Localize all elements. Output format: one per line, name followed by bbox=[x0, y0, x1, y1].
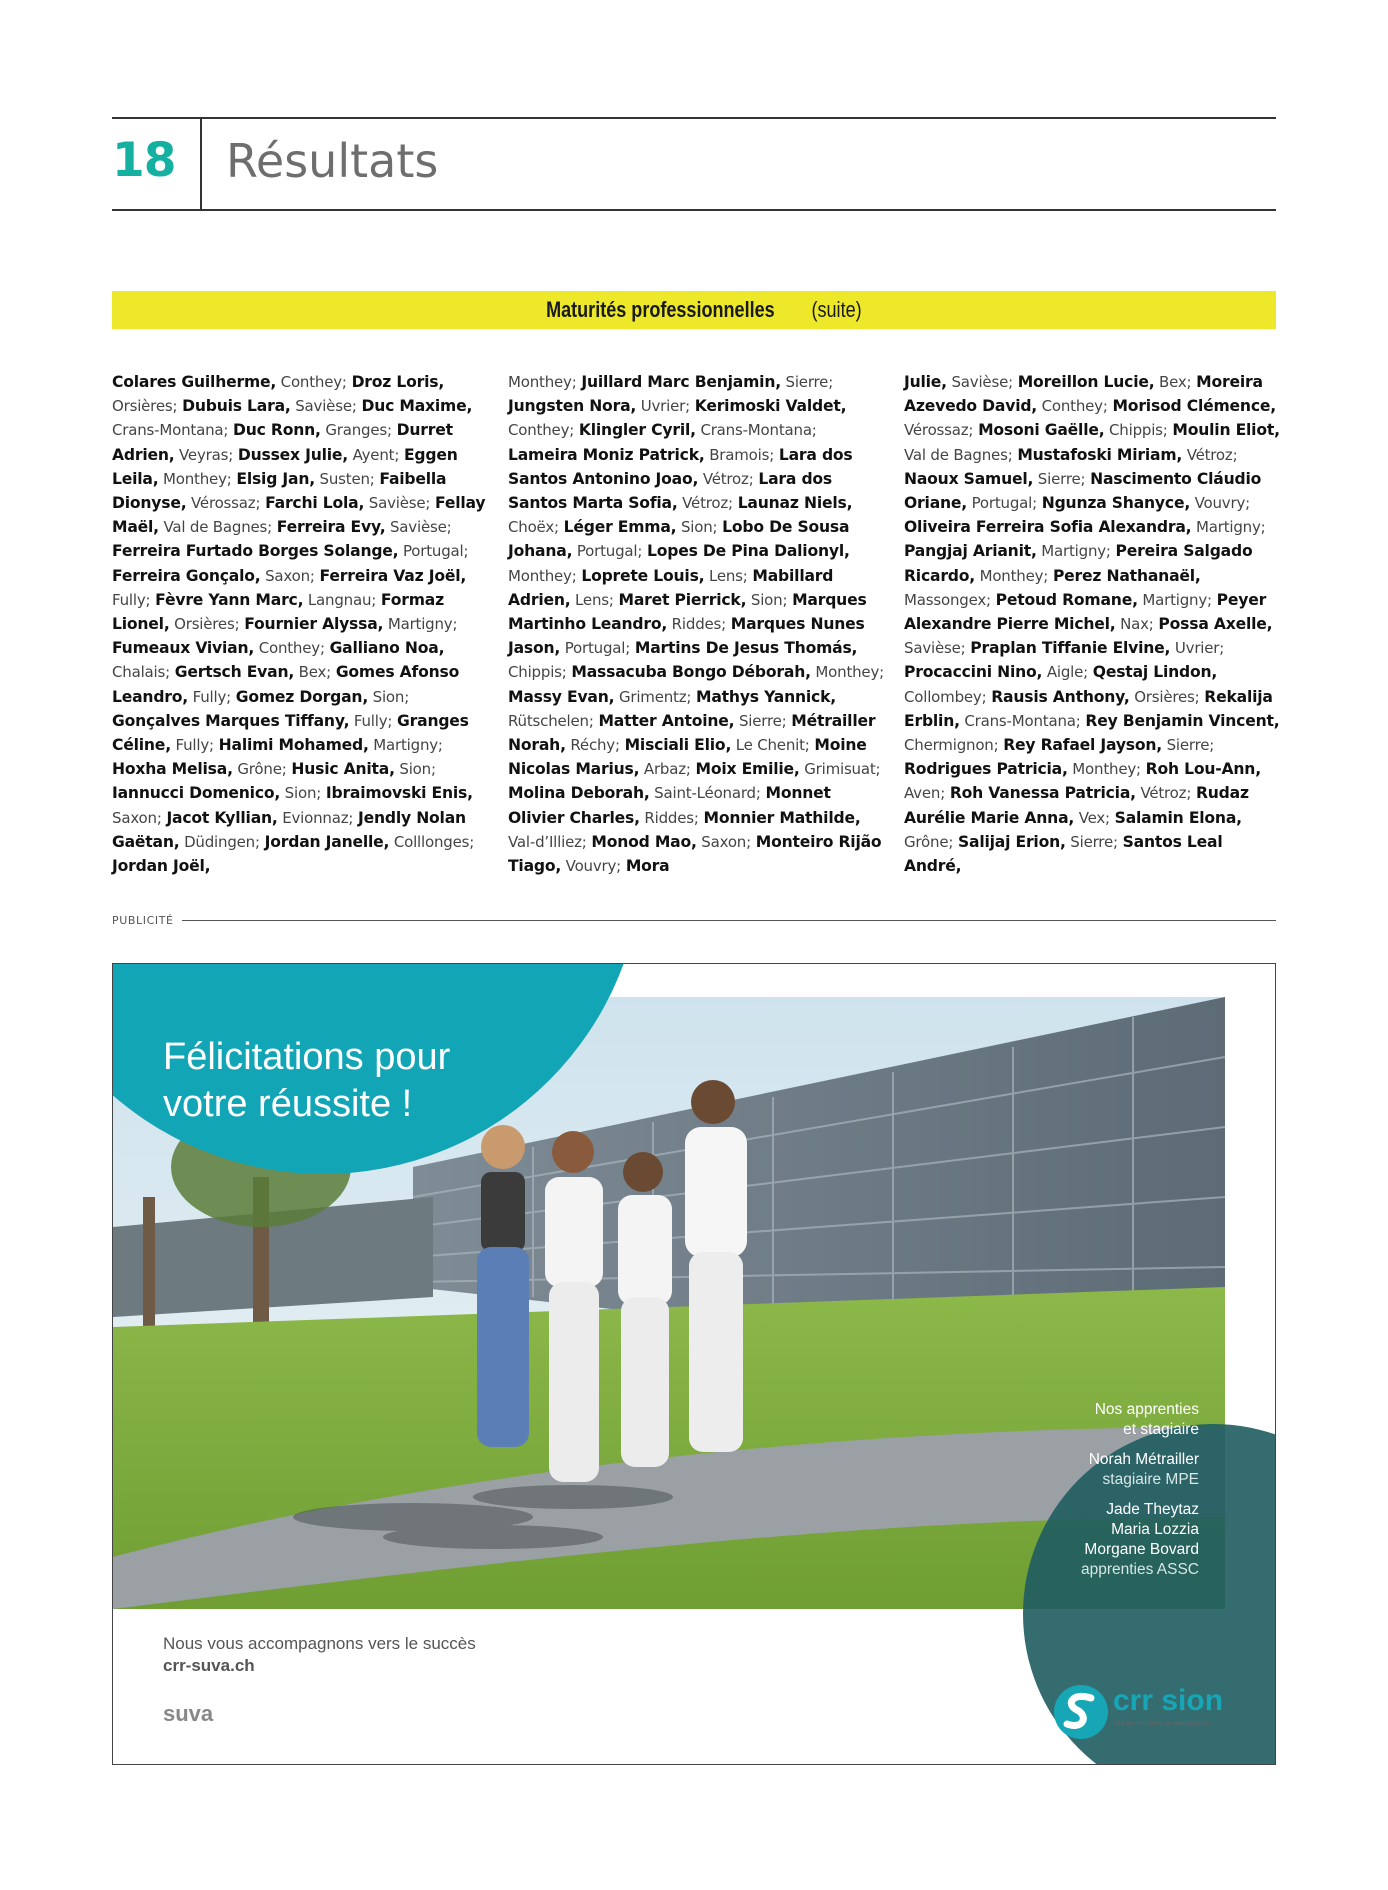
student-name: Jordan Joël, bbox=[112, 857, 211, 876]
student-name: Rekalija Erblin, bbox=[904, 687, 1273, 730]
student-name: Marques Martinho Leandro, bbox=[508, 590, 867, 634]
result-entry bbox=[112, 373, 347, 391]
student-locality: Chippis; bbox=[508, 663, 567, 682]
student-locality: Chalais; bbox=[112, 663, 170, 682]
panel-name-3: Maria Lozzia bbox=[1111, 1521, 1199, 1538]
result-entry bbox=[970, 639, 1224, 657]
student-locality: Martigny; bbox=[383, 615, 458, 634]
student-name: Salijaj Erion, bbox=[958, 832, 1066, 851]
student-name: Fournier Alyssa, bbox=[244, 615, 384, 634]
result-entry bbox=[182, 397, 357, 415]
student-locality: Grône; bbox=[904, 832, 954, 851]
student-locality: Saint-Léonard; bbox=[649, 784, 761, 803]
student-locality: Nax; bbox=[1115, 615, 1154, 634]
student-name: Launaz Niels, bbox=[737, 494, 853, 513]
student-locality: Uvrier; bbox=[1170, 639, 1225, 658]
student-locality: Martigny; bbox=[1137, 590, 1212, 609]
student-name: Ferreira Gonçalo, bbox=[112, 566, 261, 585]
student-locality: Val de Bagnes; bbox=[904, 445, 1013, 464]
panel-name-4: Morgane Bovard bbox=[1084, 1541, 1199, 1558]
panel-name-1: Norah Métrailler bbox=[1088, 1451, 1199, 1468]
student-name: Métrailler Norah, bbox=[508, 711, 876, 755]
result-entry bbox=[112, 784, 321, 802]
student-locality: Monthey; bbox=[508, 373, 577, 391]
student-name: Rodrigues Patricia, bbox=[904, 760, 1068, 779]
student-name: Maret Pierrick, bbox=[618, 590, 747, 609]
result-entry bbox=[244, 615, 457, 633]
student-locality: Choëx; bbox=[508, 518, 559, 537]
student-name: Massy Evan, bbox=[508, 687, 615, 706]
student-locality: Sion; bbox=[368, 687, 410, 706]
student-locality: Arbaz; bbox=[639, 760, 691, 779]
student-name: Praplan Tiffanie Elvine, bbox=[970, 639, 1171, 658]
result-entry bbox=[904, 470, 1085, 488]
result-entry bbox=[112, 857, 210, 875]
student-locality: Uvrier; bbox=[636, 397, 690, 416]
result-entry bbox=[579, 421, 817, 439]
student-locality: Orsières; bbox=[112, 397, 178, 416]
result-entry bbox=[996, 591, 1212, 609]
result-entry bbox=[1042, 494, 1250, 512]
student-name: Jordan Janelle, bbox=[264, 832, 390, 851]
panel-role-2: apprenties ASSC bbox=[1080, 1561, 1199, 1578]
student-locality: Langnau; bbox=[303, 590, 377, 609]
student-name: Moulin Eliot, bbox=[1172, 421, 1280, 440]
result-entry bbox=[219, 736, 443, 754]
student-locality: Vouvry; bbox=[561, 857, 622, 876]
header-rule-top bbox=[112, 117, 1276, 119]
ad-tagline: Nous vous accompagnons vers le succès bbox=[163, 1634, 476, 1653]
student-locality: Le Chenit; bbox=[731, 736, 810, 755]
result-entry bbox=[508, 784, 761, 802]
student-name: Matter Antoine, bbox=[598, 711, 735, 730]
student-locality: Colllonges; bbox=[389, 832, 475, 851]
student-locality: Savièse; bbox=[904, 639, 966, 658]
panel-heading-1: Nos apprenties bbox=[1094, 1401, 1199, 1418]
student-name: Pereira Salgado Ricardo, bbox=[904, 542, 1253, 585]
result-entry bbox=[598, 712, 786, 730]
result-entry bbox=[236, 688, 409, 706]
ad-headline-line-2: votre réussite ! bbox=[163, 1083, 413, 1125]
result-entry bbox=[155, 591, 376, 609]
student-name: Gertsch Evan, bbox=[174, 663, 295, 682]
student-locality: Fully; bbox=[349, 711, 393, 730]
panel-role-1: stagiaire MPE bbox=[1102, 1471, 1199, 1488]
suva-logo: suva bbox=[163, 1701, 214, 1726]
result-entry bbox=[958, 833, 1118, 851]
publicite-rule bbox=[182, 920, 1276, 921]
student-name: Granges Céline, bbox=[112, 711, 469, 755]
student-locality: Massongex; bbox=[904, 590, 991, 609]
student-locality: Savièse; bbox=[290, 397, 357, 416]
student-locality: Martigny; bbox=[1036, 542, 1111, 561]
result-entry bbox=[625, 736, 810, 754]
student-locality: Savièse; bbox=[364, 494, 431, 513]
student-locality: Sion; bbox=[746, 590, 788, 609]
student-locality: Vex; bbox=[1074, 808, 1110, 827]
student-name: Lara dos Santos Marta Sofia, bbox=[508, 469, 833, 513]
student-locality: Réchy; bbox=[565, 736, 620, 755]
result-entry bbox=[904, 373, 1013, 391]
student-name: Farchi Lola, bbox=[265, 494, 365, 513]
student-name: Mosoni Gaëlle, bbox=[978, 421, 1105, 440]
student-name: Possa Axelle, bbox=[1158, 615, 1273, 634]
result-entry bbox=[112, 639, 325, 657]
student-locality: Grimisuat; bbox=[799, 760, 881, 779]
advertisement bbox=[112, 963, 1276, 1765]
ad-credits-text bbox=[979, 1400, 1199, 1580]
page-number: 18 bbox=[112, 133, 176, 188]
student-name: Nascimento Cláudio Oriane, bbox=[904, 469, 1262, 513]
student-name: Santos Leal André, bbox=[904, 832, 1223, 876]
student-locality: Monthey; bbox=[975, 566, 1049, 585]
result-entry bbox=[619, 591, 788, 609]
student-locality: Martigny; bbox=[368, 736, 443, 755]
student-locality: Fully; bbox=[112, 590, 151, 609]
student-locality: Vétroz; bbox=[1182, 445, 1238, 464]
student-locality: Granges; bbox=[320, 421, 392, 440]
student-locality: Rütschelen; bbox=[508, 711, 594, 730]
student-locality: Chippis; bbox=[1104, 421, 1168, 440]
header-divider bbox=[200, 117, 202, 211]
student-locality: Conthey; bbox=[276, 373, 347, 391]
student-name: Colares Guilherme, bbox=[112, 373, 277, 391]
panel-heading-2: et stagiaire bbox=[1123, 1421, 1199, 1438]
student-locality: Val-d’Illiez; bbox=[508, 832, 587, 851]
crr-sion-subtitle: clinique romande de réadaptation bbox=[1113, 1720, 1210, 1727]
student-name: Duc Ronn, bbox=[232, 421, 321, 440]
student-locality: Val de Bagnes; bbox=[158, 518, 273, 537]
student-locality: Saxon; bbox=[260, 566, 315, 585]
student-name: Klingler Cyril, bbox=[578, 421, 696, 440]
student-locality: Savièse; bbox=[385, 518, 452, 537]
student-name: Ibraimovski Enis, bbox=[325, 784, 473, 803]
result-entry bbox=[175, 663, 331, 681]
student-locality: Savièse; bbox=[946, 373, 1013, 391]
student-locality: Monthey; bbox=[158, 469, 232, 488]
student-name: Formaz Lionel, bbox=[112, 590, 444, 634]
student-name: Rey Benjamin Vincent, bbox=[1085, 711, 1280, 730]
result-entry bbox=[112, 542, 468, 560]
student-name: Moix Emilie, bbox=[695, 760, 800, 779]
student-name: Mathys Yannick, bbox=[696, 687, 836, 706]
student-name: Kerimoski Valdet, bbox=[694, 397, 847, 416]
student-name: Oliveira Ferreira Sofia Alexandra, bbox=[904, 518, 1192, 537]
result-entry bbox=[265, 833, 474, 851]
student-locality: Grimentz; bbox=[614, 687, 692, 706]
student-locality: Riddes; bbox=[639, 808, 699, 827]
student-name: Marques Nunes Jason, bbox=[508, 615, 865, 658]
student-locality: Vétroz; bbox=[698, 469, 754, 488]
student-name: Naoux Samuel, bbox=[904, 469, 1034, 488]
student-name: Ferreira Evy, bbox=[276, 518, 386, 537]
results-column-1 bbox=[112, 370, 492, 878]
student-locality: Fully; bbox=[188, 687, 231, 706]
student-locality: Aven; bbox=[904, 784, 946, 803]
student-name: Husic Anita, bbox=[291, 760, 395, 779]
student-name: Jendly Nolan Gaëtan, bbox=[112, 808, 466, 851]
student-locality: Bex; bbox=[1154, 373, 1192, 391]
student-locality: Vérossaz; bbox=[186, 494, 261, 513]
result-entry bbox=[112, 567, 315, 585]
result-entry bbox=[1003, 736, 1214, 754]
student-locality: Evionnaz; bbox=[277, 808, 354, 827]
result-entry bbox=[950, 784, 1191, 802]
result-entry bbox=[508, 373, 577, 391]
band-suffix: (suite) bbox=[811, 297, 862, 322]
student-name: Moine Nicolas Marius, bbox=[508, 736, 867, 779]
student-name: Martins De Jesus Thomás, bbox=[634, 639, 858, 658]
results-columns bbox=[112, 370, 1280, 880]
student-name: Monod Mao, bbox=[591, 832, 697, 851]
student-name: Moreira Azevedo David, bbox=[904, 373, 1263, 416]
student-name: Misciali Elio, bbox=[624, 736, 732, 755]
student-name: Mabillard Adrien, bbox=[508, 566, 834, 609]
student-locality: Vétroz; bbox=[677, 494, 733, 513]
student-locality: Sierre; bbox=[1065, 832, 1118, 851]
student-locality: Lens; bbox=[704, 566, 748, 585]
student-name: Salamin Elona, bbox=[1114, 808, 1242, 827]
student-name: Lobo De Sousa Johana, bbox=[508, 518, 850, 561]
student-locality: Sierre; bbox=[1162, 736, 1215, 755]
student-locality: Bex; bbox=[294, 663, 332, 682]
student-name: Halimi Mohamed, bbox=[218, 736, 369, 755]
student-name: Monnier Mathilde, bbox=[703, 808, 861, 827]
student-locality: Portugal; bbox=[967, 494, 1037, 513]
student-name: Julie, bbox=[904, 373, 947, 391]
result-entry bbox=[1017, 446, 1237, 464]
student-locality: Monthey; bbox=[810, 663, 884, 682]
student-locality: Düdingen; bbox=[179, 832, 260, 851]
student-name: Jungsten Nora, bbox=[508, 397, 637, 416]
result-entry bbox=[233, 421, 392, 439]
section-band bbox=[112, 291, 1276, 329]
student-locality: Conthey; bbox=[508, 421, 575, 440]
result-entry bbox=[581, 373, 833, 391]
student-name: Gomez Dorgan, bbox=[235, 687, 369, 706]
result-entry bbox=[581, 567, 747, 585]
result-entry bbox=[508, 397, 690, 415]
student-locality: Crans-Montana; bbox=[959, 711, 1081, 730]
student-name: Dussex Julie, bbox=[237, 445, 349, 464]
result-entry bbox=[166, 809, 353, 827]
student-locality: Sierre; bbox=[1033, 469, 1086, 488]
student-name: Perez Nathanaël, bbox=[1052, 566, 1201, 585]
student-locality: Vétroz; bbox=[1135, 784, 1192, 803]
student-name: Gonçalves Marques Tiffany, bbox=[112, 711, 350, 730]
result-entry bbox=[236, 470, 374, 488]
student-name: Procaccini Nino, bbox=[904, 663, 1043, 682]
student-locality: Conthey; bbox=[1037, 397, 1108, 416]
results-column-2 bbox=[508, 370, 888, 878]
student-locality: Monthey; bbox=[1067, 760, 1141, 779]
student-locality: Sion; bbox=[394, 760, 436, 779]
student-name: Hoxha Melisa, bbox=[112, 760, 233, 779]
result-entry bbox=[291, 760, 435, 778]
student-locality: Portugal; bbox=[398, 542, 469, 561]
student-name: Moreillon Lucie, bbox=[1017, 373, 1155, 391]
ad-headline bbox=[163, 1034, 523, 1128]
student-locality: Monthey; bbox=[508, 566, 577, 585]
section-title: Résultats bbox=[226, 134, 439, 188]
student-name: Iannucci Domenico, bbox=[112, 784, 281, 803]
result-entry bbox=[626, 857, 670, 875]
student-locality: Sion; bbox=[280, 784, 322, 803]
student-locality: Riddes; bbox=[667, 615, 727, 634]
student-locality: Vouvry; bbox=[1190, 494, 1250, 513]
panel-name-2: Jade Theytaz bbox=[1106, 1501, 1199, 1518]
student-name: Mustafoski Miriam, bbox=[1017, 445, 1183, 464]
student-name: Eggen Leila, bbox=[112, 445, 458, 488]
result-entry bbox=[1018, 373, 1192, 391]
student-name: Galliano Noa, bbox=[329, 639, 445, 658]
result-entry bbox=[564, 518, 718, 536]
student-name: Monteiro Rijão Tiago, bbox=[508, 832, 882, 876]
result-entry bbox=[904, 760, 1141, 778]
student-name: Rausis Anthony, bbox=[991, 687, 1130, 706]
student-name: Qestaj Lindon, bbox=[1092, 663, 1218, 682]
student-locality: Crans-Montana; bbox=[112, 421, 229, 440]
student-locality: Collombey; bbox=[904, 687, 987, 706]
result-entry bbox=[112, 712, 392, 730]
student-name: Rudaz Aurélie Marie Anna, bbox=[904, 784, 1249, 827]
student-locality: Lens; bbox=[570, 590, 614, 609]
result-entry bbox=[112, 760, 287, 778]
student-locality: Saxon; bbox=[112, 808, 162, 827]
student-name: Massacuba Bongo Déborah, bbox=[571, 663, 811, 682]
result-entry bbox=[508, 688, 691, 706]
student-name: Ngunza Shanyce, bbox=[1041, 494, 1191, 513]
publicite-label: PUBLICITÉ bbox=[112, 914, 174, 927]
student-name: Droz Loris, bbox=[351, 373, 445, 391]
student-locality: Bramois; bbox=[704, 445, 775, 464]
result-entry bbox=[238, 446, 399, 464]
student-name: Rey Rafael Jayson, bbox=[1003, 736, 1163, 755]
results-column-3 bbox=[904, 370, 1284, 878]
student-locality: Crans-Montana; bbox=[695, 421, 817, 440]
student-name: Lara dos Santos Antonino Joao, bbox=[508, 445, 853, 488]
student-name: Fellay Maël, bbox=[112, 494, 486, 537]
student-locality: Grône; bbox=[232, 760, 287, 779]
student-name: Peyer Alexandre Pierre Michel, bbox=[904, 590, 1267, 634]
header-rule-bottom bbox=[112, 209, 1276, 211]
result-entry bbox=[696, 760, 881, 778]
ad-url-link[interactable]: crr-suva.ch bbox=[163, 1656, 255, 1675]
student-name: Petoud Romane, bbox=[995, 590, 1138, 609]
result-entry bbox=[991, 688, 1199, 706]
student-name: Lopes De Pina Dalionyl, bbox=[647, 542, 850, 561]
student-locality: Ayent; bbox=[348, 445, 400, 464]
student-name: Monnet Olivier Charles, bbox=[508, 784, 831, 827]
student-name: Elsig Jan, bbox=[236, 469, 315, 488]
student-name: Loprete Louis, bbox=[581, 566, 705, 585]
student-name: Roh Vanessa Patricia, bbox=[949, 784, 1136, 803]
student-locality: Susten; bbox=[314, 469, 375, 488]
student-name: Ferreira Vaz Joël, bbox=[319, 566, 467, 585]
student-name: Fumeaux Vivian, bbox=[112, 639, 255, 658]
result-entry bbox=[904, 518, 1266, 536]
student-locality: Conthey; bbox=[254, 639, 325, 658]
student-name: Pangjaj Arianit, bbox=[904, 542, 1037, 561]
student-locality: Chermignon; bbox=[904, 736, 999, 755]
result-entry bbox=[508, 446, 774, 464]
student-name: Gomes Afonso Leandro, bbox=[112, 663, 460, 706]
student-locality: Saxon; bbox=[696, 832, 751, 851]
student-name: Faibella Dionyse, bbox=[112, 469, 447, 513]
crr-sion-wordmark: crr sion bbox=[1113, 1684, 1224, 1717]
result-entry bbox=[277, 518, 452, 536]
student-name: Mora bbox=[625, 857, 670, 876]
student-locality: Veyras; bbox=[174, 445, 234, 464]
student-name: Fèvre Yann Marc, bbox=[155, 590, 304, 609]
student-name: Léger Emma, bbox=[563, 518, 677, 537]
student-locality: Aigle; bbox=[1042, 663, 1089, 682]
result-entry bbox=[904, 542, 1111, 560]
student-name: Jacot Kyllian, bbox=[166, 808, 278, 827]
student-locality: Portugal; bbox=[560, 639, 631, 658]
student-locality: Orsières; bbox=[1129, 687, 1200, 706]
band-title: Maturités professionnelles bbox=[546, 297, 775, 322]
student-name: Molina Deborah, bbox=[508, 784, 650, 803]
result-entry bbox=[978, 421, 1168, 439]
student-name: Lameira Moniz Patrick, bbox=[508, 445, 705, 464]
student-name: Duc Maxime, bbox=[361, 397, 473, 416]
student-name: Durret Adrien, bbox=[112, 421, 453, 464]
student-locality: Sierre; bbox=[780, 373, 834, 391]
student-locality: Sierre; bbox=[734, 711, 787, 730]
student-name: Juillard Marc Benjamin, bbox=[581, 373, 781, 391]
student-name: Dubuis Lara, bbox=[182, 397, 291, 416]
student-locality: Orsières; bbox=[169, 615, 240, 634]
result-entry bbox=[265, 494, 430, 512]
ad-headline-line-1: Félicitations pour bbox=[163, 1036, 451, 1078]
result-entry bbox=[591, 833, 751, 851]
student-locality: Martigny; bbox=[1191, 518, 1266, 537]
student-locality: Vérossaz; bbox=[904, 421, 974, 440]
student-locality: Fully; bbox=[170, 736, 214, 755]
student-name: Roh Lou-Ann, bbox=[1145, 760, 1261, 779]
result-entry bbox=[571, 663, 884, 681]
student-name: Morisod Clémence, bbox=[1112, 397, 1276, 416]
result-entry bbox=[904, 663, 1088, 681]
student-locality: Portugal; bbox=[572, 542, 643, 561]
student-locality: Sion; bbox=[676, 518, 718, 537]
student-name: Ferreira Furtado Borges Solange, bbox=[112, 542, 399, 561]
